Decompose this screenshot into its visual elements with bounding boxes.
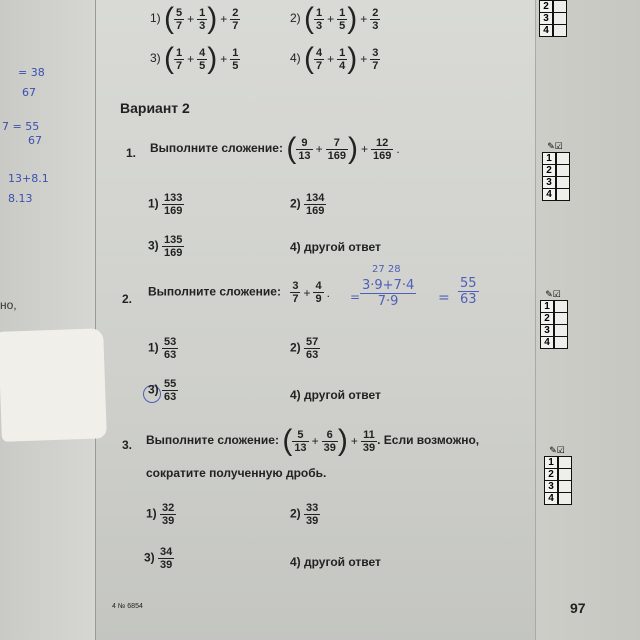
hand-multipliers: 27 28: [372, 264, 401, 275]
q3-prompt: Выполните сложение:: [146, 433, 279, 448]
answer-box-q2: ✎☑ 1 2 3 4: [540, 288, 568, 348]
torn-paper-patch: [0, 328, 107, 442]
q3-statement-line2: сократите полученную дробь.: [146, 466, 327, 480]
answer-box-q1: ✎☑ 1 2 3 4: [542, 140, 570, 200]
answer-box-q3: ✎☑ 1 2 3 4: [544, 444, 572, 504]
pencil-check-icon: ✎☑: [549, 445, 565, 455]
top-option-3: 3) ( $\frac{1}{7}$ + $\frac{4}{5}$ ) + $\frac{1}{5}$: [150, 42, 239, 75]
footer-code: 4 № 6854: [112, 603, 143, 610]
margin-note-2: 67: [22, 86, 36, 99]
q2-option-1[interactable]: 1) $\frac{53}{63}$: [148, 336, 177, 361]
margin-note-4: 67: [28, 134, 42, 147]
page-number: 97: [570, 600, 586, 616]
q2-prompt: Выполните сложение:: [148, 284, 281, 299]
top-option-1: 1) ( $\frac{5}{7}$ + $\frac{1}{3}$ ) + $\frac{2}{7}$: [150, 2, 239, 35]
q3-option-2[interactable]: 2) $\frac{33}{39}$: [290, 502, 319, 527]
margin-note-6: 8.13: [8, 192, 33, 205]
q1-prompt: Выполните сложение:: [150, 141, 283, 156]
q1-option-3[interactable]: 3) $\frac{135}{169}$: [148, 234, 183, 259]
top-option-4: 4) ( $\frac{4}{7}$ + $\frac{1}{4}$ ) + $\frac{3}{7}$: [290, 42, 379, 75]
q1-option-4[interactable]: 4) другой ответ: [290, 240, 381, 254]
q3-number: 3.: [122, 438, 133, 452]
q1-option-1[interactable]: 1) $\frac{133}{169}$: [148, 192, 183, 217]
hand-equals-2: =: [438, 290, 450, 306]
q1-option-2[interactable]: 2) $\frac{134}{169}$: [290, 192, 325, 217]
top-option-2: 2) ( $\frac{1}{3}$ + $\frac{1}{5}$ ) + $\frac{2}{3}$: [290, 2, 379, 35]
q3-statement: Выполните сложение: ( $\frac{5}{13}$ + $\frac{6}{39}$ ) + $\frac{11}{39}$ . Если возможно,: [146, 424, 480, 457]
hand-equals-1: =: [350, 290, 361, 304]
margin-note-5: 13+8.1: [8, 172, 49, 185]
pencil-check-icon: ✎☑: [547, 141, 563, 151]
q1-statement: Выполните сложение: ( $\frac{9}{13}$ + $\frac{7}{169}$ ) + $\frac{12}{169}$ .: [150, 132, 400, 165]
variant-title: Вариант 2: [120, 100, 190, 116]
margin-note-1: = 38: [18, 66, 45, 79]
q1-number: 1.: [126, 146, 137, 160]
pencil-check-icon: ✎☑: [545, 289, 561, 299]
margin-text-fragment: но,: [0, 298, 17, 312]
q2-number: 2.: [122, 292, 133, 306]
q2-option-3[interactable]: 3) $\frac{55}{63}$: [148, 378, 177, 403]
q2-option-4[interactable]: 4) другой ответ: [290, 388, 381, 402]
q2-option-2[interactable]: 2) $\frac{57}{63}$: [290, 336, 319, 361]
q3-option-3[interactable]: 3) $\frac{34}{39}$: [144, 546, 173, 571]
left-page-edge: [0, 0, 96, 640]
hand-result: 55 63: [460, 276, 477, 307]
q3-option-4[interactable]: 4) другой ответ: [290, 555, 381, 569]
q2-statement: Выполните сложение: $\frac{3}{7}$ + $\frac{4}{9}$ .: [148, 280, 330, 305]
hand-fraction: 3·9+7·4 7·9: [362, 278, 415, 309]
margin-note-3: 7 = 55: [2, 120, 40, 133]
q3-option-1[interactable]: 1) $\frac{32}{39}$: [146, 502, 175, 527]
answer-box-top: 2 3 4: [539, 0, 567, 36]
